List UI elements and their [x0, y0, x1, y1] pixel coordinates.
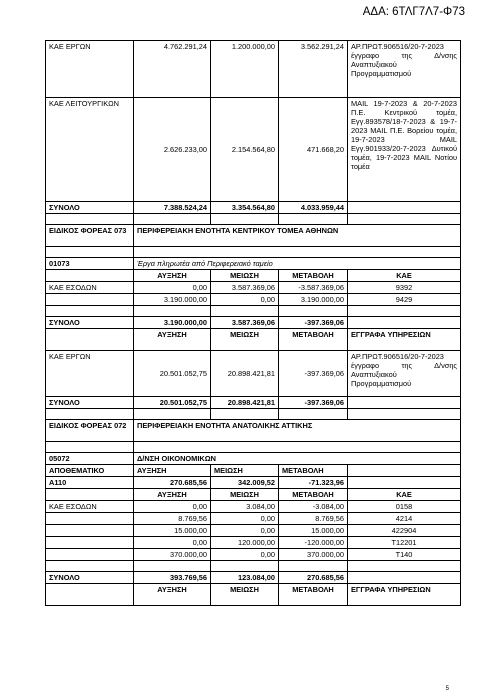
auxisi-value: 3.190.000,00 — [134, 294, 211, 306]
kae-code: 4214 — [348, 513, 461, 525]
empty-cell — [348, 317, 461, 329]
spacer-row — [46, 561, 461, 572]
header-meiosi: ΜΕΙΩΣΗ — [211, 489, 279, 501]
reserve-header-row — [46, 465, 461, 477]
header-auxisi: ΑΥΞΗΣΗ — [134, 329, 211, 351]
metavoli-value: 3.190.000,00 — [279, 294, 348, 306]
foreas-label: ΕΙΔΙΚΟΣ ΦΟΡΕΑΣ 073 — [46, 225, 134, 247]
metavoli-total: -397.369,06 — [279, 397, 348, 409]
metavoli-value: -71.323,96 — [279, 477, 348, 489]
meiosi-value: 0,00 — [211, 549, 279, 561]
metavoli-value: -397.369,06 — [279, 351, 348, 397]
budget-table — [45, 40, 461, 606]
header-meiosi: ΜΕΙΩΣΗ — [211, 270, 279, 282]
meiosi-value: 1.200.000,00 — [211, 41, 279, 98]
meiosi-total: 3.354.564,80 — [211, 202, 279, 214]
meiosi-total: 123.084,00 — [211, 572, 279, 584]
reserve-code: Α110 — [46, 477, 134, 489]
header-kae: ΚΑΕ — [348, 489, 461, 501]
header-kae: ΚΑΕ — [348, 270, 461, 282]
column-header-row — [46, 584, 461, 606]
kae-code: 422904 — [348, 525, 461, 537]
document-note: ΑΡ.ΠΡΩΤ.906516/20-7-2023 έγγραφο της Δ/νσης Αναπτυξιακού Προγραμματισμού — [348, 41, 461, 98]
auxisi-value: 4.762.291,24 — [134, 41, 211, 98]
metavoli-value: 3.562.291,24 — [279, 41, 348, 98]
auxisi-value: 20.501.052,75 — [134, 351, 211, 397]
header-eggrafa: ΕΓΓΡΑΦΑ ΥΠΗΡΕΣΙΩΝ — [348, 329, 461, 351]
total-row — [46, 572, 461, 584]
code-number: 01073 — [46, 258, 134, 270]
header-meiosi: ΜΕΙΩΣΗ — [211, 465, 279, 477]
auxisi-value: 0,00 — [134, 282, 211, 294]
metavoli-total: 4.033.959,44 — [279, 202, 348, 214]
metavoli-value: -120.000,00 — [279, 537, 348, 549]
code-row — [46, 258, 461, 270]
meiosi-total: 20.898.421,81 — [211, 397, 279, 409]
total-row — [46, 397, 461, 409]
auxisi-total: 20.501.052,75 — [134, 397, 211, 409]
foreas-row — [46, 225, 461, 247]
header-auxisi: ΑΥΞΗΣΗ — [134, 270, 211, 282]
header-auxisi: ΑΥΞΗΣΗ — [134, 584, 211, 606]
row-label: ΚΑΕ ΕΡΓΩΝ — [46, 41, 134, 98]
metavoli-value: 370.000,00 — [279, 549, 348, 561]
table-row — [46, 549, 461, 561]
total-label: ΣΥΝΟΛΟ — [46, 572, 134, 584]
table-row — [46, 351, 461, 397]
meiosi-value: 0,00 — [211, 513, 279, 525]
code-row — [46, 453, 461, 465]
meiosi-value: 0,00 — [211, 525, 279, 537]
row-label: ΚΑΕ ΕΣΟΔΩΝ — [46, 501, 134, 513]
code-description: Δ/ΝΣΗ ΟΙΚΟΝΟΜΙΚΩΝ — [134, 453, 461, 465]
auxisi-value: 8.769,56 — [134, 513, 211, 525]
auxisi-total: 393.769,56 — [134, 572, 211, 584]
spacer-row — [46, 247, 461, 258]
column-header-row — [46, 329, 461, 351]
empty-cell — [348, 465, 461, 477]
column-header-row — [46, 270, 461, 282]
foreas-label: ΕΙΔΙΚΟΣ ΦΟΡΕΑΣ 072 — [46, 420, 134, 442]
row-label — [46, 537, 134, 549]
spacer-row — [46, 214, 461, 225]
row-label — [46, 525, 134, 537]
total-label: ΣΥΝΟΛΟ — [46, 202, 134, 214]
meiosi-value: 3.084,00 — [211, 501, 279, 513]
header-meiosi: ΜΕΙΩΣΗ — [211, 584, 279, 606]
meiosi-value: 3.587.369,06 — [211, 282, 279, 294]
table-row — [46, 513, 461, 525]
document-note: MAIL 19-7-2023 & 20-7-2023 Π.Ε. Κεντρικού τομέα, Εγγ.893578/18-7-2023 & 19-7-2023 MAIL Π.Ε. Βορείου τομέα, 19-7-2023 MAIL Εγγ.901933/20-7-2023 Δυτικού τομέα, 19-7-2023 MAIL Νοτίου τομέα — [348, 98, 461, 202]
table-row — [46, 537, 461, 549]
reserve-label: ΑΠΟΘΕΜΑΤΙΚΟ — [46, 465, 134, 477]
header-auxisi: ΑΥΞΗΣΗ — [134, 465, 211, 477]
header-metavoli: ΜΕΤΑΒΟΛΗ — [279, 489, 348, 501]
table-row — [46, 501, 461, 513]
auxisi-value: 2.626.233,00 — [134, 98, 211, 202]
metavoli-value: 8.769,56 — [279, 513, 348, 525]
foreas-title: ΠΕΡΙΦΕΡΕΙΑΚΗ ΕΝΟΤΗΤΑ ΑΝΑΤΟΛΙΚΗΣ ΑΤΤΙΚΗΣ — [134, 420, 461, 442]
meiosi-value: 0,00 — [211, 294, 279, 306]
header-metavoli: ΜΕΤΑΒΟΛΗ — [279, 465, 348, 477]
auxisi-value: 0,00 — [134, 501, 211, 513]
spacer-row — [46, 442, 461, 453]
header-auxisi: ΑΥΞΗΣΗ — [134, 489, 211, 501]
table-row — [46, 294, 461, 306]
table-row — [46, 525, 461, 537]
total-label: ΣΥΝΟΛΟ — [46, 397, 134, 409]
auxisi-value: 270.685,56 — [134, 477, 211, 489]
empty-cell — [348, 397, 461, 409]
row-label — [46, 513, 134, 525]
metavoli-value: 15.000,00 — [279, 525, 348, 537]
document-note: ΑΡ.ΠΡΩΤ.906516/20-7-2023 έγγραφο της Δ/νσης Αναπτυξιακού Προγραμματισμού — [348, 351, 461, 397]
header-metavoli: ΜΕΤΑΒΟΛΗ — [279, 329, 348, 351]
auxisi-total: 7.388.524,24 — [134, 202, 211, 214]
meiosi-value: 2.154.564,80 — [211, 98, 279, 202]
empty-cell — [348, 202, 461, 214]
header-metavoli: ΜΕΤΑΒΟΛΗ — [279, 584, 348, 606]
row-label: ΚΑΕ ΕΡΓΩΝ — [46, 351, 134, 397]
meiosi-value: 120.000,00 — [211, 537, 279, 549]
kae-code: 0158 — [348, 501, 461, 513]
metavoli-total: 270.685,56 — [279, 572, 348, 584]
row-label: ΚΑΕ ΕΣΟΔΩΝ — [46, 282, 134, 294]
header-eggrafa: ΕΓΓΡΑΦΑ ΥΠΗΡΕΣΙΩΝ — [348, 584, 461, 606]
row-label — [46, 549, 134, 561]
header-meiosi: ΜΕΙΩΣΗ — [211, 329, 279, 351]
auxisi-value: 370.000,00 — [134, 549, 211, 561]
code-description: Έργα πληρωτέα από Περιφερειακό ταμείο — [134, 258, 461, 270]
foreas-row — [46, 420, 461, 442]
kae-code: 9429 — [348, 294, 461, 306]
table-row — [46, 41, 461, 98]
metavoli-value: 471.668,20 — [279, 98, 348, 202]
auxisi-value: 15.000,00 — [134, 525, 211, 537]
row-label: ΚΑΕ ΛΕΙΤΟΥΡΓΙΚΩΝ — [46, 98, 134, 202]
empty-cell — [348, 477, 461, 489]
total-label: ΣΥΝΟΛΟ — [46, 317, 134, 329]
meiosi-value: 342.009,52 — [211, 477, 279, 489]
row-label — [46, 294, 134, 306]
page-number: 5 — [445, 686, 449, 692]
header-metavoli: ΜΕΤΑΒΟΛΗ — [279, 270, 348, 282]
auxisi-value: 0,00 — [134, 537, 211, 549]
table-row — [46, 282, 461, 294]
metavoli-value: -3.587.369,06 — [279, 282, 348, 294]
meiosi-value: 20.898.421,81 — [211, 351, 279, 397]
metavoli-total: -397.369,06 — [279, 317, 348, 329]
ada-code: ΑΔΑ: 6ΤΛΓ7Λ7-Φ73 — [362, 6, 465, 18]
kae-code: 9392 — [348, 282, 461, 294]
total-row — [46, 202, 461, 214]
meiosi-total: 3.587.369,06 — [211, 317, 279, 329]
column-header-row — [46, 489, 461, 501]
kae-code: Τ140 — [348, 549, 461, 561]
spacer-row — [46, 306, 461, 317]
code-number: 05072 — [46, 453, 134, 465]
table-row — [46, 98, 461, 202]
auxisi-total: 3.190.000,00 — [134, 317, 211, 329]
foreas-title: ΠΕΡΙΦΕΡΕΙΑΚΗ ΕΝΟΤΗΤΑ ΚΕΝΤΡΙΚΟΥ ΤΟΜΕΑ ΑΘΗΝΩΝ — [134, 225, 461, 247]
spacer-row — [46, 409, 461, 420]
metavoli-value: -3.084,00 — [279, 501, 348, 513]
kae-code: Τ12201 — [348, 537, 461, 549]
reserve-row — [46, 477, 461, 489]
total-row — [46, 317, 461, 329]
empty-cell — [348, 572, 461, 584]
